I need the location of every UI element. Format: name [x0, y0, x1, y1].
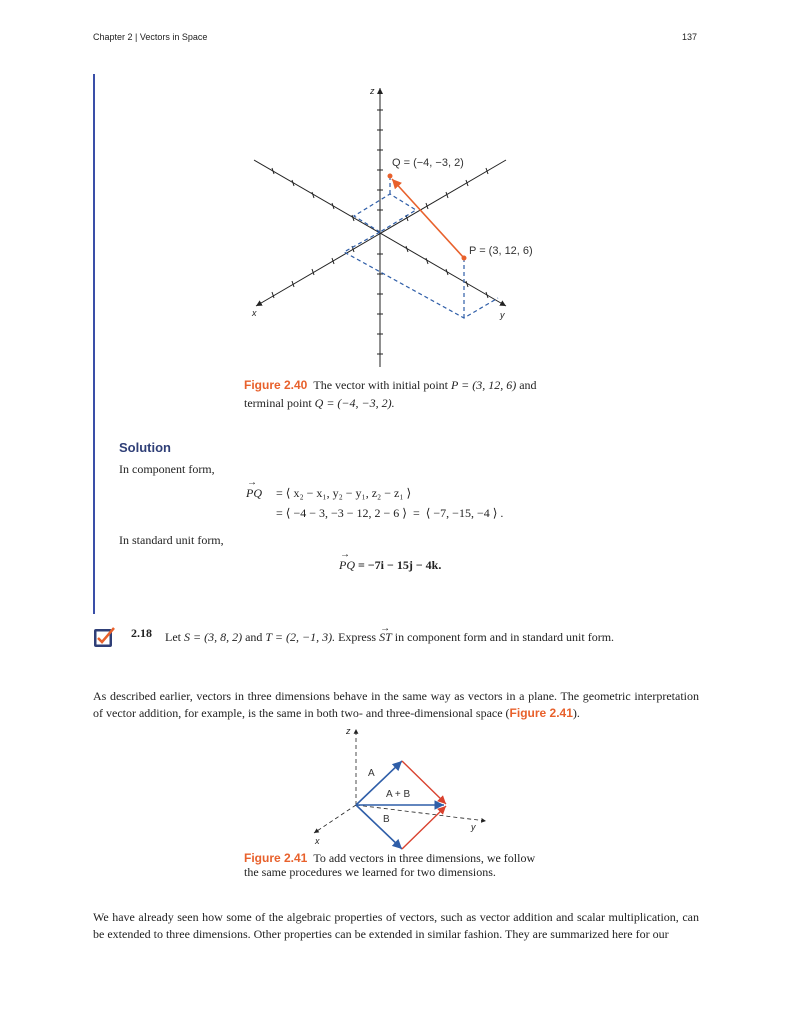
fig1-p-label: P = (3, 12, 6): [469, 245, 533, 257]
caption-text: The vector with initial point: [313, 378, 448, 392]
cp-t: T = (2, −1, 3).: [265, 630, 336, 644]
fig2-caption-2: the same procedures we learned for two dimensions.: [244, 865, 496, 879]
fig1-y-label: y: [500, 310, 505, 320]
vector-sum-label: A + B: [386, 789, 411, 800]
figure-2-41-link[interactable]: Figure 2.41: [509, 706, 573, 720]
fig2-x-axis: [314, 805, 356, 833]
figure-2-41-diagram: [300, 725, 500, 850]
running-header: Chapter 2 | Vectors in Space: [93, 32, 208, 42]
paragraph-properties: We have already seen how some of the algebraic properties of vectors, such as vector addition and scalar multiplication, can be extended to three dimensions. Other properties can be extended in similar fashion. They are summarized here for our: [93, 910, 699, 941]
fig2-x-label: x: [315, 836, 320, 846]
component-intro: In component form,: [119, 462, 215, 476]
figure-2-40-caption: [244, 376, 564, 412]
caption-and: and: [519, 378, 537, 392]
unit-equation: = −7i − 15j − 4k.: [358, 558, 442, 572]
cp-s: S = (3, 8, 2): [184, 630, 243, 644]
paragraph-vector-addition: [93, 688, 699, 722]
red-side-bottom: [402, 806, 446, 849]
figure-2-40-label: Figure 2.40: [244, 378, 308, 392]
cp-let: Let: [165, 630, 181, 644]
fig2-y-axis: [356, 805, 486, 821]
example-side-rule: [93, 74, 95, 614]
para1-text: As described earlier, vectors in three dimensions behave in the same way as vectors in a plane. The geometric interpretation of vector addition, for example, is the same in both two- and three-dimensional space (: [93, 689, 699, 720]
vector-a-label: A: [368, 768, 375, 779]
fig1-q-label: Q = (−4, −3, 2): [392, 157, 464, 169]
point-p: [462, 256, 467, 261]
vector-b-label: B: [383, 814, 390, 825]
fig2-z-label: z: [346, 726, 351, 736]
fig1-x-label: x: [252, 308, 257, 318]
caption-q: Q = (−4, −3, 2).: [314, 396, 395, 410]
fig1-z-label: z: [370, 86, 375, 96]
checkpoint-text: [165, 629, 614, 646]
cp-express: Express: [338, 630, 377, 644]
caption-p: P = (3, 12, 6): [451, 378, 517, 392]
vector-b: [356, 805, 402, 849]
para1-end: ).: [572, 706, 580, 720]
fig2-caption-1: To add vectors in three dimensions, we follow: [313, 851, 536, 865]
figure-2-41-label: Figure 2.41: [244, 851, 308, 865]
pq-vector-symbol: → PQ: [246, 486, 262, 501]
equation-line-1: = ⟨ x₂ − x₁, y₂ − y₁, z₂ − z₁ ⟩: [276, 486, 412, 500]
point-q: [388, 174, 393, 179]
page-number: 137: [682, 32, 698, 42]
checkpoint-icon: [93, 626, 115, 648]
eq-lhs: [246, 486, 262, 501]
unit-intro: In standard unit form,: [119, 533, 224, 547]
figure-2-40-diagram: [240, 82, 550, 372]
caption-text-2: terminal point: [244, 396, 312, 410]
fig2-y-label: y: [471, 822, 476, 832]
pq-vector-symbol-2: → PQ: [339, 558, 355, 573]
unit-eq-lhs: [339, 558, 355, 573]
checkpoint-number: 2.18: [131, 626, 152, 640]
cp-st-vector: → ST: [379, 629, 392, 646]
cp-rest: in component form and in standard unit form.: [394, 630, 615, 644]
cp-and: and: [245, 630, 263, 644]
solution-heading: Solution: [119, 440, 171, 455]
equation-line-2: = ⟨ −4 − 3, −3 − 12, 2 − 6 ⟩ = ⟨ −7, −15, −4 ⟩ .: [276, 506, 504, 520]
figure-2-41-caption: [244, 851, 564, 879]
